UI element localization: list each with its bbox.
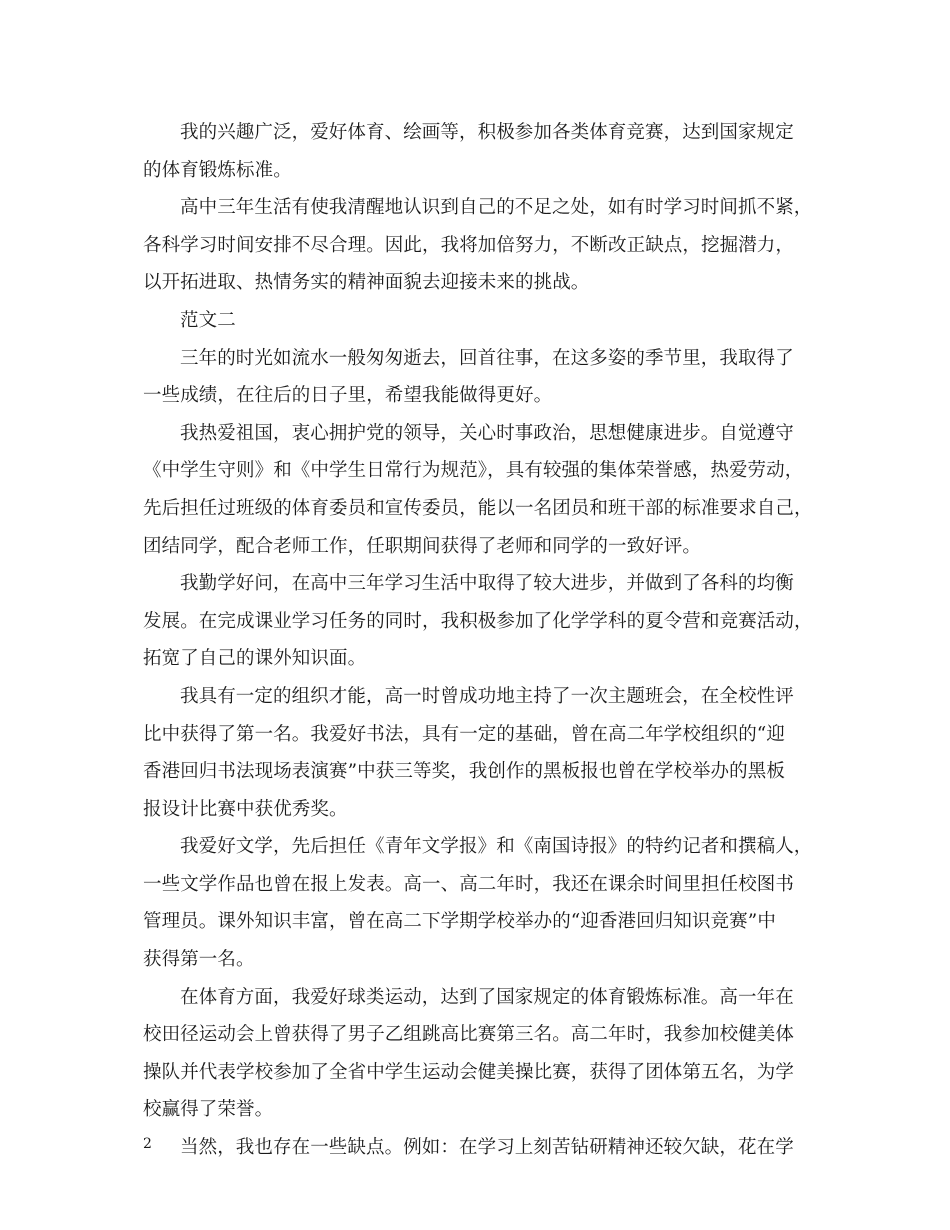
text-line: 发展。在完成课业学习任务的同时，我积极参加了化学学科的夏令营和竞赛活动， xyxy=(143,610,813,632)
text-line: 一些文学作品也曾在报上发表。高一、高二年时，我还在课余时间里担任校图书 xyxy=(143,873,795,895)
body-text xyxy=(143,114,823,1167)
text-line: 的体育锻炼标准。 xyxy=(143,159,292,181)
text-line: 操队并代表学校参加了全省中学生运动会健美操比赛，获得了团体第五名，为学 xyxy=(143,1061,795,1083)
text-line: 报设计比赛中获优秀奖。 xyxy=(143,798,348,820)
text-line: 我勤学好问，在高中三年学习生活中取得了较大进步，并做到了各科的均衡 xyxy=(180,573,794,595)
text-line: 当然，我也存在一些缺点。例如：在学习上刻苦钻研精神还较欠缺，花在学 xyxy=(180,1137,794,1159)
text-line: 我爱好文学，先后担任《青年文学报》和《南国诗报》的特约记者和撰稿人， xyxy=(180,836,813,858)
text-line: 我具有一定的组织才能，高一时曾成功地主持了一次主题班会，在全校性评 xyxy=(180,685,794,707)
text-line: 校田径运动会上曾获得了男子乙组跳高比赛第三名。高二年时，我参加校健美体 xyxy=(143,1024,795,1046)
text-line: 我的兴趣广泛，爱好体育、绘画等，积极参加各类体育竞赛，达到国家规定 xyxy=(180,122,794,143)
text-line: 先后担任过班级的体育委员和宣传委员，能以一名团员和班干部的标准要求自己， xyxy=(143,497,813,519)
text-line: 《中学生守则》和《中学生日常行为规范》，具有较强的集体荣誉感，热爱劳动， xyxy=(143,460,804,482)
text-line: 三年的时光如流水一般匆匆逝去，回首往事，在这多姿的季节里，我取得了 xyxy=(180,347,794,369)
text-line: 获得第一名。 xyxy=(143,949,255,971)
text-line: 在体育方面，我爱好球类运动，达到了国家规定的体育锻炼标准。高一年在 xyxy=(180,986,794,1008)
page-number: 2 xyxy=(143,1136,152,1152)
text-line: 管理员。课外知识丰富，曾在高二下学期学校举办的“迎香港回归知识竞赛”中 xyxy=(143,911,776,933)
text-line: 团结同学，配合老师工作，任职期间获得了老师和同学的一致好评。 xyxy=(143,535,702,557)
text-line: 以开拓进取、热情务实的精神面貌去迎接未来的挑战。 xyxy=(143,272,590,294)
text-line: 范文二 xyxy=(180,309,236,331)
text-line: 我热爱祖国，衷心拥护党的领导，关心时事政治，思想健康进步。自觉遵守 xyxy=(180,422,794,444)
text-line: 校赢得了荣誉。 xyxy=(143,1099,274,1121)
text-line: 比中获得了第一名。我爱好书法，具有一定的基础，曾在高二年学校组织的“迎 xyxy=(143,723,785,745)
text-line: 高中三年生活有使我清醒地认识到自己的不足之处，如有时学习时间抓不紧， xyxy=(180,197,813,219)
text-line: 拓宽了自己的课外知识面。 xyxy=(143,648,367,670)
text-line: 一些成绩，在往后的日子里，希望我能做得更好。 xyxy=(143,385,553,407)
text-line: 香港回归书法现场表演赛”中获三等奖，我创作的黑板报也曾在学校举办的黑板 xyxy=(143,761,785,783)
text-line: 各科学习时间安排不尽合理。因此，我将加倍努力，不断改正缺点，挖掘潜力， xyxy=(143,234,795,256)
